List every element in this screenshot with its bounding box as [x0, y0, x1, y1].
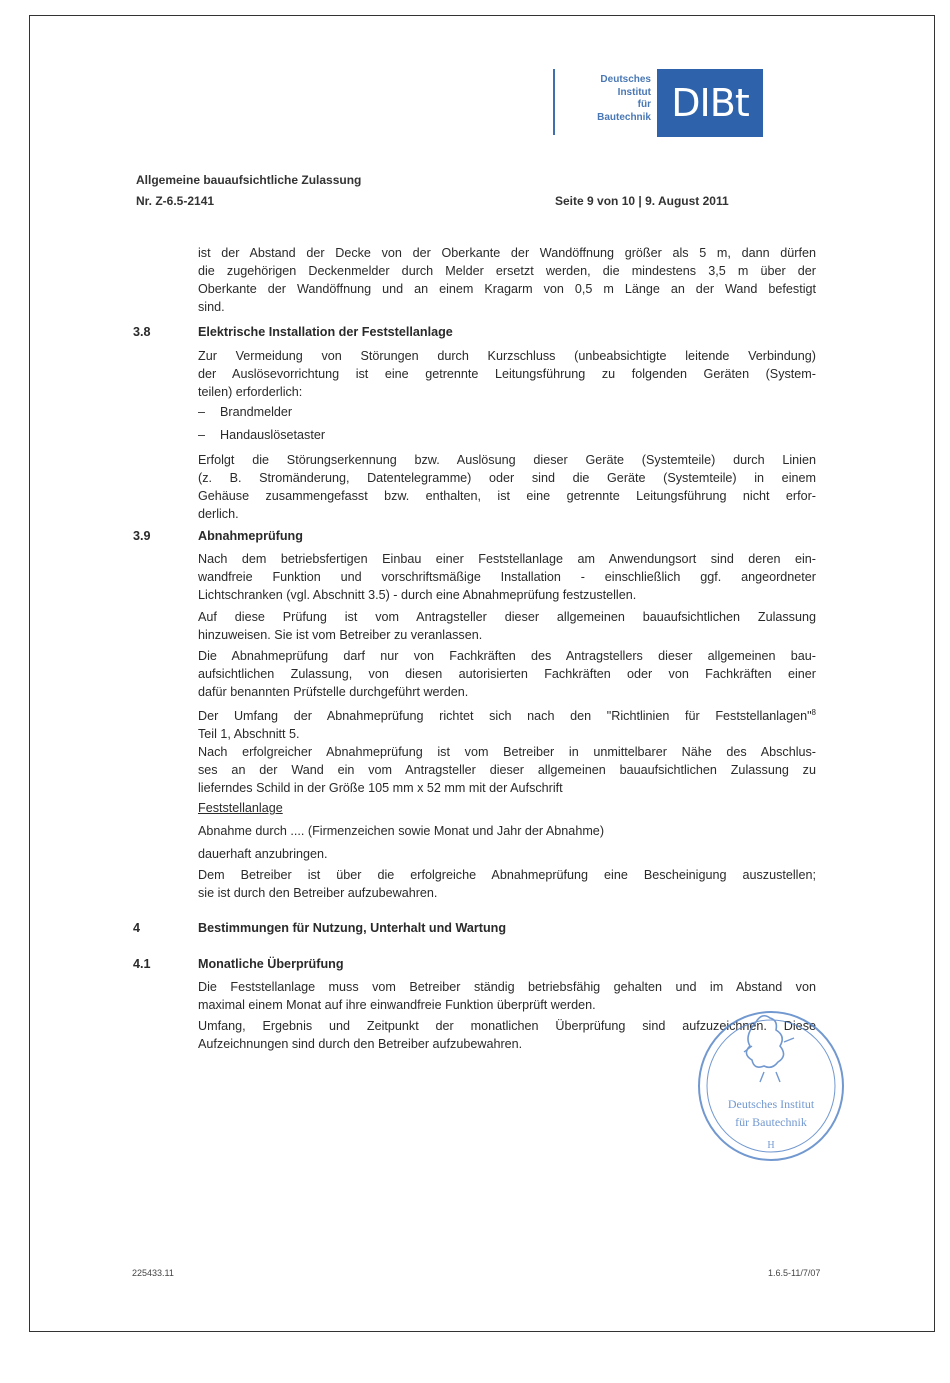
- section-heading: Monatliche Überprüfung: [198, 957, 344, 971]
- text-line: Oberkante der Wandöffnung und an einem Kragarm von 0,5 m Länge an der Wand befestigt: [198, 282, 816, 296]
- paragraph: [198, 866, 816, 902]
- logo-wordmark: [561, 74, 651, 124]
- text-line: hinzuweisen. Sie ist vom Betreiber zu veranlassen.: [198, 628, 483, 642]
- text-line: (z. B. Stromänderung, Datentelegramme) oder sind die Geräte (Systemteile) in einem: [198, 471, 816, 485]
- text-line: ses an der Wand ein vom Antragsteller dieser allgemeinen bauaufsichtlichen Zulassung zu: [198, 763, 816, 777]
- text-line: Die Feststellanlage muss vom Betreiber ständig betriebsfähig gehalten und im Abstand von: [198, 980, 816, 994]
- sign-text: Abnahme durch .... (Firmenzeichen sowie Monat und Jahr der Abnahme): [198, 824, 605, 838]
- text-line: wandfreie Funktion und vorschriftsmäßige Installation - einschließlich ggf. angeordneter: [198, 570, 816, 584]
- list-dash: –: [198, 428, 206, 442]
- logo-mark: DIBt: [657, 69, 763, 137]
- text-line: sie ist durch den Betreiber aufzubewahren.: [198, 886, 438, 900]
- stamp-text-line2: für Bautechnik: [735, 1115, 807, 1129]
- list-item-label: Handauslösetaster: [220, 428, 326, 442]
- logo-word: für: [637, 99, 651, 110]
- text-line: Lichtschranken (vgl. Abschnitt 3.5) - durch eine Abnahmeprüfung festzustellen.: [198, 588, 637, 602]
- text-line: lieferndes Schild in der Größe 105 mm x 52 mm mit der Aufschrift: [198, 781, 563, 795]
- footnote-marker: 8: [811, 708, 816, 717]
- logo-divider: [553, 69, 555, 135]
- logo-word: Deutsches: [600, 74, 651, 85]
- approval-number: Nr. Z-6.5-2141: [136, 194, 215, 208]
- paragraph: [198, 743, 816, 797]
- text-line: Nach erfolgreicher Abnahmeprüfung ist vom Betreiber in unmittelbarer Nähe des Abschlus-: [198, 745, 816, 759]
- text-line: die zugehörigen Deckenmelder durch Melder ersetzt werden, die mindestens 3,5 m über der: [198, 264, 816, 278]
- paragraph: [198, 647, 816, 701]
- text-line: Teil 1, Abschnitt 5.: [198, 727, 300, 742]
- stamp-mark: H: [767, 1140, 775, 1151]
- stamp-text-line1: Deutsches Institut: [727, 1097, 815, 1111]
- logo-word: Bautechnik: [597, 111, 651, 123]
- section-heading: Abnahmeprüfung: [198, 529, 303, 543]
- dibt-logo: [553, 69, 763, 137]
- text-line: Umfang, Ergebnis und Zeitpunkt der monatlichen Überprüfung sind aufzuzeichnen. Diese: [198, 1019, 816, 1033]
- text-line: Gehäuse zusammengefasst bzw. enthalten, ist eine getrennte Leitungsführung nicht erfor-: [198, 489, 816, 503]
- paragraph: [198, 347, 816, 401]
- paragraph: [198, 608, 816, 644]
- paragraph: [198, 550, 816, 604]
- text-line: Die Abnahmeprüfung darf nur von Fachkräften des Antragstellers dieser allgemeinen bau-: [198, 649, 816, 663]
- section-heading: Bestimmungen für Nutzung, Unterhalt und Wartung: [198, 921, 507, 935]
- paragraph: [198, 451, 816, 523]
- section-number: 4.1: [133, 957, 151, 971]
- text-segment: Der Umfang der Abnahmeprüfung richtet sich nach den "Richtlinien für Feststellanlagen": [198, 709, 812, 724]
- text-line: Dem Betreiber ist über die erfolgreiche Abnahmeprüfung eine Bescheinigung auszustellen;: [198, 868, 816, 882]
- text-line: derlich.: [198, 507, 239, 521]
- list-item-label: Brandmelder: [220, 405, 293, 419]
- paragraph: [198, 704, 816, 743]
- text-line: maximal einem Monat auf ihre einwandfreie Funktion überprüft werden.: [198, 998, 596, 1012]
- text-line: Erfolgt die Störungserkennung bzw. Auslösung dieser Geräte (Systemteile) durch Linien: [198, 453, 816, 467]
- text-line: dauerhaft anzubringen.: [198, 847, 328, 861]
- section-heading: Elektrische Installation der Feststellanlage: [198, 325, 453, 339]
- text-line: Zur Vermeidung von Störungen durch Kurzschluss (unbeabsichtigte leitende Verbindung): [198, 349, 816, 363]
- text-line: Nach dem betriebsfertigen Einbau einer Feststellanlage am Anwendungsort sind deren ein-: [198, 552, 816, 566]
- official-seal-stamp: [696, 1002, 846, 1162]
- text-line: aufsichtlichen Zulassung, von diesen autorisierten Fachkräften oder von Fachkräften einer: [198, 667, 816, 681]
- text-line: [198, 704, 816, 725]
- text-line: sind.: [198, 300, 225, 314]
- section-number: 4: [133, 921, 141, 935]
- text-line: der Auslösevorrichtung ist eine getrennte Leitungsführung zu folgenden Geräten (System-: [198, 367, 816, 381]
- section-number: 3.9: [133, 529, 151, 543]
- text-line: ist der Abstand der Decke von der Oberkante der Wandöffnung größer als 5 m, dann dürfen: [198, 246, 816, 260]
- logo-word: Institut: [617, 86, 651, 98]
- text-line: Aufzeichnungen sind durch den Betreiber aufzubewahren.: [198, 1037, 523, 1051]
- page-info: Seite 9 von 10 | 9. August 2011: [555, 194, 729, 208]
- list-item: [198, 405, 292, 419]
- footer-form-id: 1.6.5-11/7/07: [768, 1268, 821, 1278]
- text-line: Auf diese Prüfung ist vom Antragsteller dieser allgemeinen bauaufsichtlichen Zulassung: [198, 610, 816, 624]
- list-item: [198, 428, 325, 442]
- footer-document-id: 225433.11: [132, 1268, 174, 1278]
- document-title: Allgemeine bauaufsichtliche Zulassung: [136, 173, 362, 187]
- section-number: 3.8: [133, 325, 151, 339]
- text-line: dafür benannten Prüfstelle durchgeführt werden.: [198, 685, 469, 699]
- sign-title: Feststellanlage: [198, 801, 283, 815]
- text-line: teilen) erforderlich:: [198, 385, 303, 399]
- intro-paragraph: [198, 244, 816, 316]
- list-dash: –: [198, 405, 206, 419]
